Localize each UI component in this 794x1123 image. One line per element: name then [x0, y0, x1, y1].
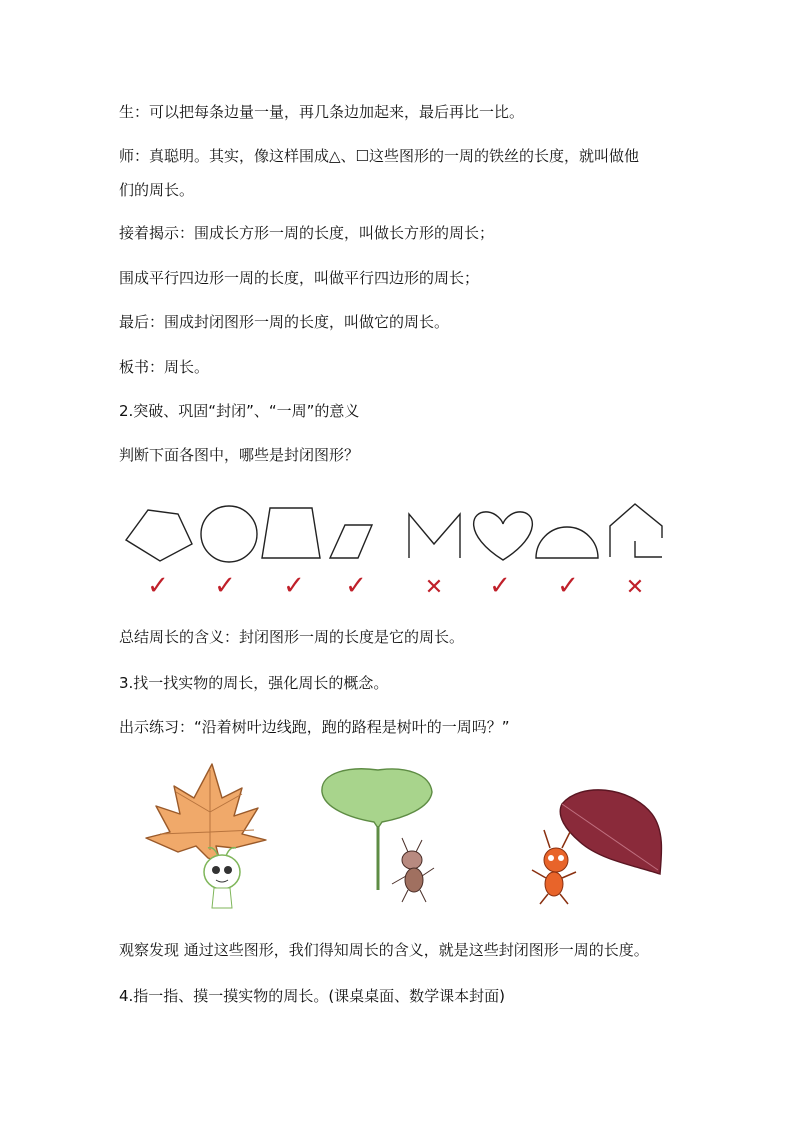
- open-house-shape: [635, 541, 662, 557]
- closed-shapes-figure: [118, 500, 678, 610]
- maple-leaf-image: [146, 764, 266, 862]
- cross-mark: ✕: [625, 575, 645, 600]
- check-mark: ✓: [489, 571, 511, 601]
- para-board: 板书：周长。: [119, 358, 210, 376]
- para-reveal-rectangle: 接着揭示：围成长方形一周的长度，叫做长方形的周长；: [119, 224, 495, 242]
- para-teacher-2: 们的周长。: [119, 181, 195, 199]
- para-reveal-parallelogram: 围成平行四边形一周的长度，叫做平行四边形的周长；: [119, 269, 480, 287]
- cross-mark: ✕: [424, 575, 444, 600]
- leaves-figure: [130, 762, 670, 922]
- circle-shape: [201, 506, 257, 562]
- para-reveal-closed: 最后：围成封闭图形一周的长度，叫做它的周长。: [119, 313, 450, 331]
- parallelogram-shape: [330, 525, 372, 558]
- para-observation: 观察发现 通过这些图形，我们得知周长的含义，就是这些封闭图形一周的长度。: [119, 941, 649, 959]
- para-question: 判断下面各图中，哪些是封闭图形？: [119, 446, 360, 464]
- check-mark: ✓: [283, 571, 305, 601]
- check-mark: ✓: [345, 571, 367, 601]
- open-m-shape: [409, 514, 460, 558]
- ant-character-image: [392, 838, 434, 902]
- semicircle-shape: [536, 527, 598, 558]
- para-teacher-1: 师：真聪明。其实，像这样围成△、☐这些图形的一周的铁丝的长度，就叫做他: [119, 147, 639, 165]
- red-leaf-image: [560, 790, 661, 874]
- pentagon-shape: [126, 510, 192, 561]
- section-heading-2: 2.突破、巩固“封闭”、“一周”的意义: [119, 402, 360, 420]
- check-mark: ✓: [147, 571, 169, 601]
- para-exercise: 出示练习：“沿着树叶边线跑，跑的路程是树叶的一周吗？”: [119, 718, 510, 736]
- check-mark: ✓: [557, 571, 579, 601]
- trapezoid-shape: [262, 508, 320, 558]
- heart-shape: [474, 512, 533, 560]
- section-heading-3: 3.找一找实物的周长，强化周长的概念。: [119, 674, 389, 692]
- para-student-answer: 生：可以把每条边量一量，再几条边加起来，最后再比一比。: [119, 103, 525, 121]
- orange-ant-character-image: [532, 830, 576, 904]
- check-mark: ✓: [214, 571, 236, 601]
- para-summary: 总结周长的含义：封闭图形一周的长度是它的周长。: [119, 628, 465, 646]
- section-heading-4: 4.指一指、摸一摸实物的周长。(课桌桌面、数学课本封面): [119, 987, 506, 1005]
- open-house-roof: [610, 504, 662, 557]
